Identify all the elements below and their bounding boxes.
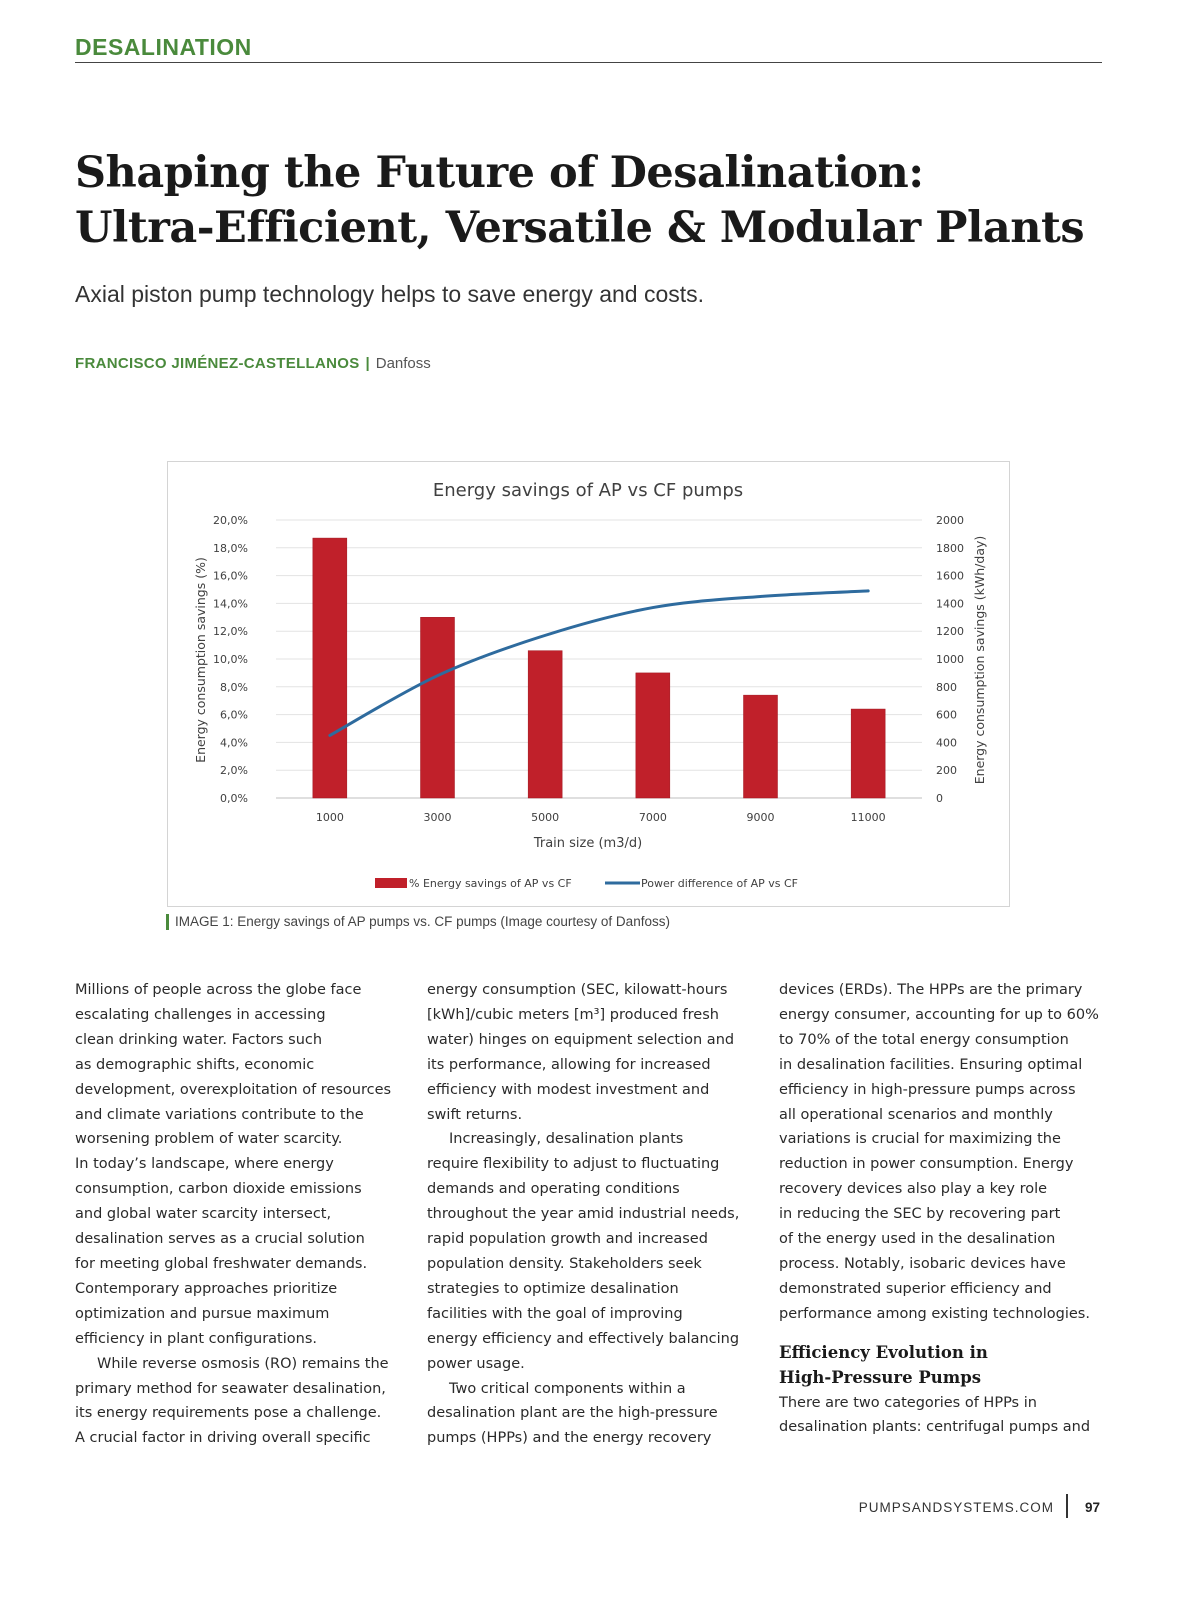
chart-right-tick-label: 1800 [936, 541, 964, 555]
body-line: and climate variations contribute to the [75, 1106, 364, 1123]
energy-savings-chart [168, 462, 1009, 906]
chart-left-tick-label: 2,0% [220, 764, 248, 778]
chart-title: Energy savings of AP vs CF pumps [432, 480, 744, 501]
chart-left-tick-label: 14,0% [213, 597, 248, 611]
body-line: water) hinges on equipment selection and [427, 1031, 735, 1048]
text-column-3 [779, 978, 1109, 1440]
body-line: recovery devices also play a key role [779, 1181, 1048, 1198]
chart-left-tick-label: 8,0% [220, 680, 248, 694]
body-line: consumption, carbon dioxide emissions [75, 1181, 362, 1198]
chart-right-tick-label: 800 [936, 680, 957, 694]
body-line: Increasingly, desalination plants [449, 1131, 684, 1148]
body-line: throughout the year amid industrial needs, [427, 1206, 740, 1223]
chart-line-series [330, 591, 868, 736]
author-name: FRANCISCO JIMÉNEZ-CASTELLANOS [75, 355, 360, 372]
body-line: efficiency with modest investment and [427, 1081, 710, 1098]
chart-x-tick-label: 3000 [423, 811, 452, 824]
chart-right-tick-label: 600 [936, 708, 957, 722]
chart-bar [313, 538, 347, 798]
legend-bar-swatch [375, 878, 407, 888]
body-line: A crucial factor in driving overall specific [75, 1430, 371, 1447]
chart-right-axis-ticks [936, 514, 964, 805]
chart-left-axis-ticks [213, 514, 248, 805]
body-line: strategies to optimize desalination [427, 1280, 679, 1297]
chart-right-tick-label: 2000 [936, 514, 964, 527]
section-subheading [779, 1341, 1109, 1391]
body-line: [kWh]/cubic meters [m³] produced fresh [427, 1006, 719, 1023]
chart-right-tick-label: 400 [936, 736, 957, 750]
body-line: and global water scarcity intersect, [75, 1206, 332, 1223]
body-line: Contemporary approaches prioritize [75, 1280, 338, 1297]
chart-left-tick-label: 6,0% [220, 708, 248, 722]
chart-legend [375, 877, 798, 890]
page-number: 97 [1085, 1500, 1101, 1515]
body-line: optimization and pursue maximum [75, 1305, 330, 1322]
body-line: Millions of people across the globe face [75, 982, 362, 998]
chart-right-tick-label: 200 [936, 764, 957, 778]
chart-x-tick-label: 5000 [531, 811, 560, 824]
chart-gridlines [276, 520, 922, 798]
chart-right-tick-label: 1200 [936, 625, 964, 639]
chart-bar [528, 651, 562, 798]
chart-left-tick-label: 0,0% [220, 792, 248, 805]
body-line: demonstrated superior efficiency and [779, 1280, 1052, 1297]
body-line: desalination plants: centrifugal pumps and [779, 1419, 1091, 1436]
body-line: process. Notably, isobaric devices have [779, 1255, 1066, 1272]
chart-right-tick-label: 1600 [936, 569, 964, 583]
figure-caption: IMAGE 1: Energy savings of AP pumps vs. CF pumps (Image courtesy of Danfoss) [166, 914, 670, 930]
body-line: worsening problem of water scarcity. [75, 1131, 343, 1148]
author-organization: Danfoss [375, 355, 431, 372]
chart-bar [421, 617, 455, 798]
chart-x-tick-label: 9000 [746, 811, 775, 824]
body-line: devices (ERDs). The HPPs are the primary [779, 982, 1083, 998]
body-line: population density. Stakeholders seek [427, 1255, 702, 1272]
legend-bar-label: % Energy savings of AP vs CF [409, 877, 572, 890]
legend-line-label: Power difference of AP vs CF [641, 877, 798, 890]
chart-right-tick-label: 0 [936, 792, 943, 805]
chart-left-tick-label: 18,0% [213, 541, 248, 555]
chart-x-axis-label: Train size (m3/d) [533, 836, 643, 851]
body-line: rapid population growth and increased [427, 1231, 708, 1248]
body-line: Two critical components within a [449, 1380, 686, 1397]
chart-left-tick-label: 4,0% [220, 736, 248, 750]
chart-bar [744, 695, 778, 798]
byline [75, 355, 431, 372]
body-line: desalination plant are the high-pressure [427, 1405, 718, 1422]
chart-bars [313, 538, 885, 798]
body-line: desalination serves as a crucial solution [75, 1231, 365, 1248]
body-line: efficiency in high-pressure pumps across [779, 1081, 1076, 1098]
chart-right-tick-label: 1000 [936, 653, 964, 666]
body-line: to 70% of the total energy consumption [779, 1031, 1069, 1048]
body-line: of the energy used in the desalination [779, 1231, 1056, 1248]
chart-left-axis-label: Energy consumption savings (%) [193, 557, 208, 763]
body-line: power usage. [427, 1355, 525, 1372]
byline-separator: | [365, 355, 370, 372]
body-line: swift returns. [427, 1106, 523, 1123]
subheading-line-1: Efficiency Evolution in [779, 1342, 988, 1362]
article-title-line-1: Shaping the Future of Desalination: [75, 148, 924, 198]
article-title [75, 146, 1115, 256]
body-line: efficiency in plant configurations. [75, 1330, 317, 1347]
text-column-2 [427, 978, 757, 1451]
text-column-1 [75, 978, 405, 1451]
body-line: performance among existing technologies. [779, 1305, 1090, 1322]
body-line: variations is crucial for maximizing the [779, 1131, 1061, 1148]
body-line: primary method for seawater desalination, [75, 1380, 386, 1397]
body-line: clean drinking water. Factors such [75, 1031, 323, 1048]
footer-divider [1066, 1494, 1068, 1518]
body-line: in desalination facilities. Ensuring optimal [779, 1056, 1083, 1073]
article-title-line-2: Ultra-Efficient, Versatile & Modular Plants [75, 203, 1085, 253]
chart-left-tick-label: 12,0% [213, 625, 248, 639]
chart-bar [636, 673, 670, 798]
chart-left-tick-label: 16,0% [213, 569, 248, 583]
body-line: pumps (HPPs) and the energy recovery [427, 1430, 712, 1447]
body-line: reduction in power consumption. Energy [779, 1156, 1074, 1173]
body-line: energy consumption (SEC, kilowatt-hours [427, 982, 728, 998]
body-line: all operational scenarios and monthly [779, 1106, 1053, 1123]
body-line: energy efficiency and effectively balancing [427, 1330, 740, 1347]
chart-x-tick-label: 11000 [850, 811, 886, 824]
body-line: its energy requirements pose a challenge. [75, 1405, 382, 1422]
body-line: require flexibility to adjust to fluctuating [427, 1156, 720, 1173]
footer-website: PUMPSANDSYSTEMS.COM [858, 1500, 1054, 1515]
chart-line-path [330, 591, 868, 736]
body-line: facilities with the goal of improving [427, 1305, 683, 1322]
chart-figure [167, 461, 1010, 907]
body-line: development, overexploitation of resources [75, 1081, 392, 1098]
chart-x-axis-ticks [316, 811, 886, 824]
chart-x-tick-label: 7000 [638, 811, 667, 824]
body-line: in reducing the SEC by recovering part [779, 1206, 1061, 1223]
body-line: as demographic shifts, economic [75, 1056, 315, 1073]
body-line: There are two categories of HPPs in [779, 1394, 1037, 1411]
chart-right-tick-label: 1400 [936, 597, 964, 611]
section-divider [75, 62, 1102, 63]
subheading-line-2: High-Pressure Pumps [779, 1367, 982, 1387]
body-line: energy consumer, accounting for up to 60% [779, 1006, 1099, 1023]
article-subtitle: Axial piston pump technology helps to save energy and costs. [75, 281, 705, 307]
chart-bar [851, 709, 885, 798]
chart-left-tick-label: 10,0% [213, 653, 248, 666]
chart-left-tick-label: 20,0% [213, 514, 248, 527]
body-line: demands and operating conditions [427, 1181, 680, 1198]
body-line: In today’s landscape, where energy [75, 1156, 334, 1173]
chart-x-tick-label: 1000 [315, 811, 344, 824]
body-line: escalating challenges in accessing [75, 1006, 326, 1023]
section-label: DESALINATION [75, 34, 252, 60]
chart-right-axis-label: Energy consumption savings (kWh/day) [972, 535, 987, 785]
body-line: its performance, allowing for increased [427, 1056, 711, 1073]
body-line: While reverse osmosis (RO) remains the [97, 1355, 389, 1372]
body-line: for meeting global freshwater demands. [75, 1255, 368, 1272]
